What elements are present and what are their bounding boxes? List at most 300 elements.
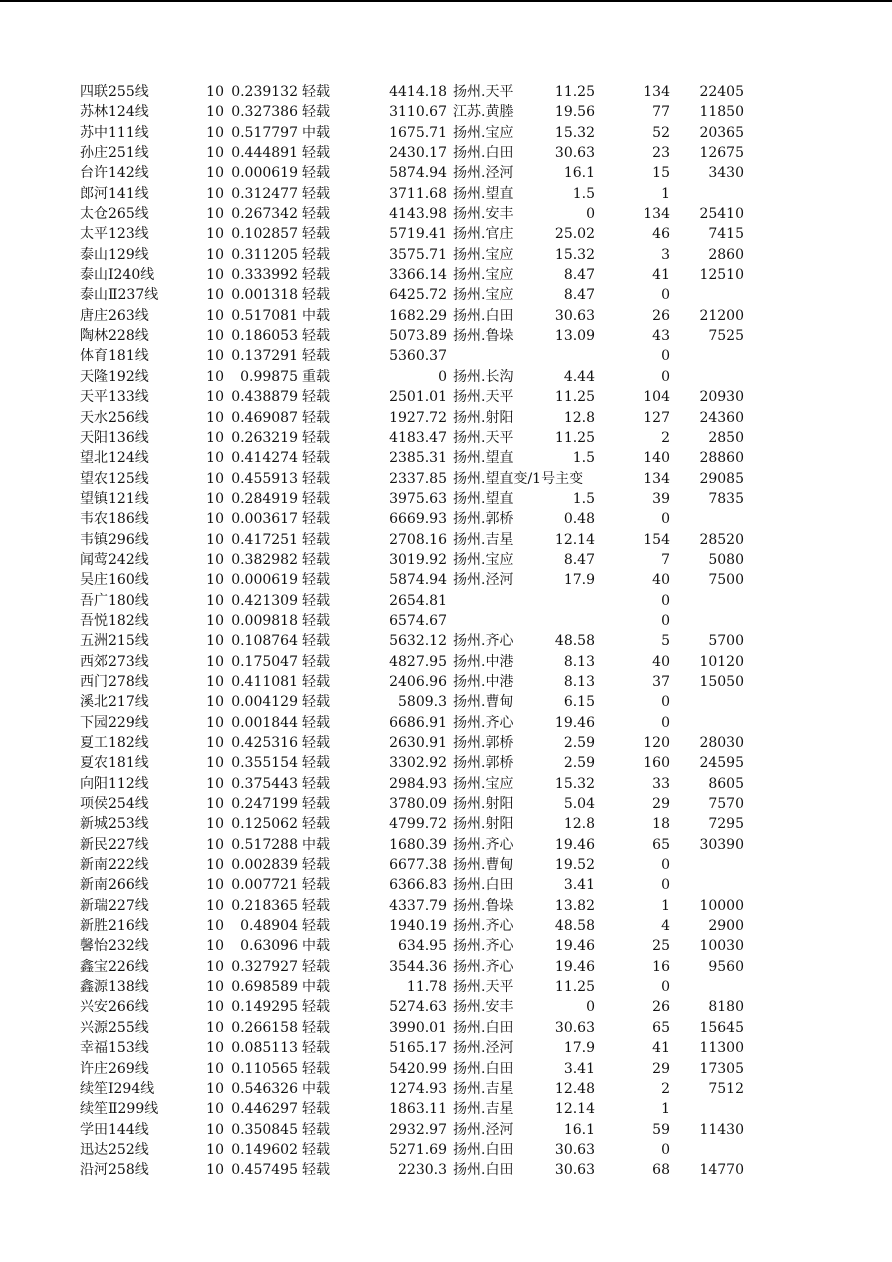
margin-cell: 6574.67 [389, 612, 447, 629]
voltage-cell: 10 [206, 1162, 224, 1179]
voltage-cell: 10 [206, 796, 224, 813]
load-ratio-cell: 0.312477 [231, 185, 298, 202]
table-row [0, 550, 892, 570]
load-status-cell: 轻载 [302, 84, 330, 100]
line-name-cell: 新胜216线 [80, 918, 149, 935]
load-status-cell: 轻载 [302, 755, 330, 772]
margin-cell: 3544.36 [389, 958, 447, 975]
voltage-cell: 10 [206, 1121, 224, 1138]
count-cell: 15 [652, 165, 670, 182]
load-status-cell: 轻载 [302, 511, 330, 528]
load-ratio-cell: 0.007721 [231, 877, 298, 894]
load-ratio-cell: 0.149295 [231, 999, 298, 1016]
load-ratio-cell: 0.517081 [231, 307, 298, 324]
table-row [0, 977, 892, 997]
distance-cell: 17.9 [563, 1040, 595, 1057]
line-name-cell: 兴安266线 [80, 999, 149, 1016]
substation-cell: 扬州.安丰 [453, 999, 514, 1016]
load-ratio-cell: 0.001318 [231, 287, 298, 304]
substation-cell: 扬州.望直 [453, 185, 514, 202]
substation-cell: 扬州.郭桥 [453, 755, 514, 772]
voltage-cell: 10 [206, 755, 224, 772]
table-row [0, 652, 892, 672]
load-ratio-cell: 0.175047 [231, 653, 298, 670]
count-cell: 2 [661, 1080, 670, 1097]
distance-cell: 19.52 [554, 857, 595, 874]
table-row [0, 102, 892, 122]
voltage-cell: 10 [206, 84, 224, 100]
count-cell: 26 [652, 999, 670, 1016]
capacity-cell: 11850 [699, 104, 744, 121]
count-cell: 0 [661, 1141, 670, 1158]
substation-cell: 扬州.郭桥 [453, 511, 514, 528]
margin-cell: 5420.99 [389, 1060, 447, 1077]
margin-cell: 3575.71 [389, 246, 447, 263]
count-cell: 0 [661, 694, 670, 711]
capacity-cell: 12675 [699, 145, 744, 162]
capacity-cell: 22405 [699, 84, 744, 100]
load-status-cell: 轻载 [302, 551, 330, 568]
distance-cell: 1.5 [572, 490, 595, 507]
line-name-cell: 天平133线 [80, 389, 149, 406]
count-cell: 40 [652, 572, 670, 589]
voltage-cell: 10 [206, 1080, 224, 1097]
line-name-cell: 孙庄251线 [80, 145, 149, 162]
margin-cell: 3019.92 [389, 551, 447, 568]
line-name-cell: 项侯254线 [80, 796, 149, 813]
substation-cell: 扬州.宝应 [453, 775, 514, 792]
margin-cell: 5874.94 [389, 572, 447, 589]
voltage-cell: 10 [206, 1101, 224, 1118]
load-status-cell: 轻载 [302, 246, 330, 263]
distance-cell: 2.59 [563, 755, 595, 772]
distance-cell: 11.25 [554, 389, 595, 406]
line-name-cell: 新民227线 [80, 836, 149, 853]
table-row [0, 997, 892, 1017]
table-row [0, 794, 892, 814]
capacity-cell: 10030 [699, 938, 744, 955]
line-name-cell: 陶林228线 [80, 328, 149, 345]
capacity-cell: 5080 [708, 551, 744, 568]
substation-cell: 扬州.天平 [453, 979, 514, 996]
distance-cell: 19.46 [554, 938, 595, 955]
substation-cell: 扬州.长沟 [453, 368, 514, 385]
load-status-cell: 轻载 [302, 612, 330, 629]
count-cell: 0 [661, 368, 670, 385]
margin-cell: 5165.17 [389, 1040, 447, 1057]
line-name-cell: 许庄269线 [80, 1060, 149, 1077]
table-row [0, 367, 892, 387]
voltage-cell: 10 [206, 511, 224, 528]
margin-cell: 6686.91 [389, 714, 447, 731]
margin-cell: 4337.79 [389, 897, 447, 914]
voltage-cell: 10 [206, 165, 224, 182]
distance-cell: 30.63 [554, 1141, 595, 1158]
load-ratio-cell: 0.421309 [231, 592, 298, 609]
margin-cell: 3990.01 [389, 1019, 447, 1036]
line-name-cell: 望北124线 [80, 450, 149, 467]
voltage-cell: 10 [206, 531, 224, 548]
count-cell: 2 [661, 429, 670, 446]
distance-cell: 8.47 [563, 287, 595, 304]
load-ratio-cell: 0.546326 [231, 1080, 298, 1097]
load-status-cell: 轻载 [302, 206, 330, 223]
capacity-cell: 24595 [699, 755, 744, 772]
line-name-cell: 续笙Ⅰ294线 [80, 1080, 155, 1097]
load-status-cell: 轻载 [302, 918, 330, 935]
margin-cell: 6677.38 [389, 857, 447, 874]
load-ratio-cell: 0.110565 [231, 1060, 298, 1077]
load-ratio-cell: 0.186053 [231, 328, 298, 345]
capacity-cell: 28860 [699, 450, 744, 467]
table-row [0, 570, 892, 590]
margin-cell: 5073.89 [389, 328, 447, 345]
line-name-cell: 苏中111线 [80, 124, 149, 141]
voltage-cell: 10 [206, 572, 224, 589]
voltage-cell: 10 [206, 124, 224, 141]
count-cell: 154 [643, 531, 670, 548]
table-row [0, 224, 892, 244]
count-cell: 26 [652, 307, 670, 324]
table-row [0, 428, 892, 448]
load-status-cell: 轻载 [302, 165, 330, 182]
substation-cell: 扬州.白田 [453, 1019, 514, 1036]
distance-cell: 13.09 [554, 328, 595, 345]
margin-cell: 4143.98 [389, 206, 447, 223]
table-row [0, 184, 892, 204]
count-cell: 52 [652, 124, 670, 141]
count-cell: 23 [652, 145, 670, 162]
capacity-cell: 12510 [699, 267, 744, 284]
voltage-cell: 10 [206, 267, 224, 284]
table-row [0, 1018, 892, 1038]
table-row [0, 204, 892, 224]
margin-cell: 2708.16 [389, 531, 447, 548]
substation-cell: 扬州.中港 [453, 673, 514, 690]
load-ratio-cell: 0.350845 [231, 1121, 298, 1138]
distance-cell: 0.48 [563, 511, 595, 528]
margin-cell: 4799.72 [389, 816, 447, 833]
substation-cell: 扬州.射阳 [453, 409, 514, 426]
load-status-cell: 轻载 [302, 450, 330, 467]
voltage-cell: 10 [206, 470, 224, 487]
load-ratio-cell: 0.375443 [231, 775, 298, 792]
count-cell: 1 [661, 185, 670, 202]
load-status-cell: 轻载 [302, 653, 330, 670]
count-cell: 0 [661, 979, 670, 996]
distance-cell: 25.02 [554, 226, 595, 243]
margin-cell: 1863.11 [389, 1101, 447, 1118]
count-cell: 41 [652, 267, 670, 284]
distance-cell: 16.1 [563, 165, 595, 182]
capacity-cell: 3430 [708, 165, 744, 182]
table-row [0, 713, 892, 733]
count-cell: 0 [661, 857, 670, 874]
voltage-cell: 10 [206, 714, 224, 731]
load-status-cell: 轻载 [302, 145, 330, 162]
load-ratio-cell: 0.009818 [231, 612, 298, 629]
line-name-cell: 续笙Ⅱ299线 [80, 1101, 159, 1118]
table-row [0, 245, 892, 265]
margin-cell: 4414.18 [389, 84, 447, 100]
load-ratio-cell: 0.425316 [231, 735, 298, 751]
load-ratio-cell: 0.311205 [231, 246, 298, 263]
substation-cell: 扬州.中港 [453, 653, 514, 670]
voltage-cell: 10 [206, 551, 224, 568]
line-name-cell: 泰山Ⅰ240线 [80, 267, 155, 284]
table-row [0, 835, 892, 855]
distance-cell: 17.9 [563, 572, 595, 589]
count-cell: 160 [643, 755, 670, 772]
load-status-cell: 中载 [302, 307, 330, 324]
count-cell: 134 [643, 206, 670, 223]
substation-cell: 扬州.泾河 [453, 1121, 514, 1138]
load-ratio-cell: 0.414274 [231, 450, 298, 467]
voltage-cell: 10 [206, 877, 224, 894]
table-row [0, 753, 892, 773]
line-name-cell: 溪北217线 [80, 694, 149, 711]
margin-cell: 3302.92 [389, 755, 447, 772]
line-name-cell: 下园229线 [80, 714, 149, 731]
line-name-cell: 夏农181线 [80, 755, 149, 772]
capacity-cell: 9560 [708, 958, 744, 975]
substation-cell: 扬州.宝应 [453, 124, 514, 141]
table-row [0, 448, 892, 468]
margin-cell: 11.78 [406, 979, 447, 996]
load-status-cell: 轻载 [302, 857, 330, 874]
margin-cell: 4183.47 [389, 429, 447, 446]
load-status-cell: 轻载 [302, 328, 330, 345]
capacity-cell: 7415 [708, 226, 744, 243]
load-status-cell: 中载 [302, 938, 330, 955]
margin-cell: 2385.31 [389, 450, 447, 467]
count-cell: 127 [643, 409, 670, 426]
line-name-cell: 新南222线 [80, 857, 149, 874]
table-row [0, 163, 892, 183]
table-row [0, 733, 892, 753]
table-row [0, 1099, 892, 1119]
capacity-cell: 2900 [708, 918, 744, 935]
line-name-cell: 泰山Ⅱ237线 [80, 287, 159, 304]
load-ratio-cell: 0.517288 [231, 836, 298, 853]
load-status-cell: 轻载 [302, 348, 330, 365]
load-status-cell: 轻载 [302, 877, 330, 894]
line-name-cell: 西郊273线 [80, 653, 149, 670]
margin-cell: 1675.71 [389, 124, 447, 141]
voltage-cell: 10 [206, 857, 224, 874]
distance-cell: 8.47 [563, 267, 595, 284]
count-cell: 0 [661, 612, 670, 629]
table-row [0, 265, 892, 285]
load-status-cell: 中载 [302, 124, 330, 141]
distance-cell: 11.25 [554, 979, 595, 996]
capacity-cell: 15050 [699, 673, 744, 690]
load-status-cell: 轻载 [302, 958, 330, 975]
load-status-cell: 轻载 [302, 470, 330, 487]
table-row [0, 1079, 892, 1099]
load-ratio-cell: 0.355154 [231, 755, 298, 772]
count-cell: 0 [661, 714, 670, 731]
capacity-cell: 7512 [708, 1080, 744, 1097]
margin-cell: 5274.63 [389, 999, 447, 1016]
distance-cell: 30.63 [554, 307, 595, 324]
substation-cell: 扬州.宝应 [453, 551, 514, 568]
distance-cell: 8.13 [563, 673, 595, 690]
count-cell: 0 [661, 592, 670, 609]
load-ratio-cell: 0.333992 [231, 267, 298, 284]
substation-cell: 扬州.天平 [453, 84, 514, 100]
load-status-cell: 轻载 [302, 1040, 330, 1057]
load-ratio-cell: 0.263219 [231, 429, 298, 446]
substation-cell: 扬州.白田 [453, 1141, 514, 1158]
line-name-cell: 新瑞227线 [80, 897, 149, 914]
substation-cell: 扬州.曹甸 [453, 857, 514, 874]
line-name-cell: 天水256线 [80, 409, 149, 426]
margin-cell: 1927.72 [389, 409, 447, 426]
load-status-cell: 轻载 [302, 694, 330, 711]
count-cell: 0 [661, 348, 670, 365]
distance-cell: 48.58 [554, 633, 595, 650]
load-status-cell: 轻载 [302, 714, 330, 731]
margin-cell: 5874.94 [389, 165, 447, 182]
line-name-cell: 太仓265线 [80, 206, 149, 223]
capacity-cell: 28520 [699, 531, 744, 548]
voltage-cell: 10 [206, 958, 224, 975]
table-row [0, 692, 892, 712]
capacity-cell: 14770 [699, 1162, 744, 1179]
load-status-cell: 轻载 [302, 592, 330, 609]
load-status-cell: 轻载 [302, 1141, 330, 1158]
substation-cell: 扬州.白田 [453, 1162, 514, 1179]
table-row [0, 936, 892, 956]
load-status-cell: 轻载 [302, 185, 330, 202]
count-cell: 0 [661, 511, 670, 528]
substation-cell: 扬州.白田 [453, 307, 514, 324]
substation-cell: 扬州.齐心 [453, 714, 514, 731]
load-ratio-cell: 0.247199 [231, 796, 298, 813]
count-cell: 68 [652, 1162, 670, 1179]
substation-cell: 扬州.郭桥 [453, 735, 514, 751]
load-ratio-cell: 0.000619 [231, 572, 298, 589]
margin-cell: 2430.17 [389, 145, 447, 162]
voltage-cell: 10 [206, 226, 224, 243]
capacity-cell: 29085 [699, 470, 744, 487]
load-status-cell: 轻载 [302, 796, 330, 813]
margin-cell: 1274.93 [389, 1080, 447, 1097]
load-status-cell: 轻载 [302, 633, 330, 650]
line-name-cell: 兴源255线 [80, 1019, 149, 1036]
substation-cell: 扬州.齐心 [453, 836, 514, 853]
load-ratio-cell: 0.417251 [231, 531, 298, 548]
margin-cell: 6366.83 [389, 877, 447, 894]
line-name-cell: 吴庄160线 [80, 572, 149, 589]
capacity-cell: 10000 [699, 897, 744, 914]
substation-cell: 扬州.射阳 [453, 816, 514, 833]
count-cell: 4 [661, 918, 670, 935]
count-cell: 0 [661, 287, 670, 304]
line-name-cell: 学田144线 [80, 1121, 149, 1138]
voltage-cell: 10 [206, 592, 224, 609]
voltage-cell: 10 [206, 1060, 224, 1077]
line-name-cell: 馨怡232线 [80, 938, 149, 955]
substation-cell: 扬州.宝应 [453, 287, 514, 304]
load-status-cell: 轻载 [302, 429, 330, 446]
margin-cell: 3975.63 [389, 490, 447, 507]
distance-cell: 30.63 [554, 1019, 595, 1036]
load-status-cell: 轻载 [302, 1101, 330, 1118]
count-cell: 120 [643, 735, 670, 751]
substation-cell: 扬州.射阳 [453, 796, 514, 813]
line-name-cell: 鑫宝226线 [80, 958, 149, 975]
load-ratio-cell: 0.327386 [231, 104, 298, 121]
load-ratio-cell: 0.002839 [231, 857, 298, 874]
margin-cell: 3110.67 [389, 104, 447, 121]
distance-cell: 19.46 [554, 714, 595, 731]
line-name-cell: 天阳136线 [80, 429, 149, 446]
margin-cell: 5360.37 [389, 348, 447, 365]
capacity-cell: 10120 [699, 653, 744, 670]
substation-cell: 扬州.望直 [453, 450, 514, 467]
table-row [0, 469, 892, 489]
line-name-cell: 四联255线 [80, 84, 149, 100]
voltage-cell: 10 [206, 409, 224, 426]
count-cell: 59 [652, 1121, 670, 1138]
substation-cell: 扬州.泾河 [453, 1040, 514, 1057]
margin-cell: 5271.69 [389, 1141, 447, 1158]
voltage-cell: 10 [206, 490, 224, 507]
capacity-cell: 2850 [708, 429, 744, 446]
table-row [0, 591, 892, 611]
line-name-cell: 体育181线 [80, 348, 149, 365]
margin-cell: 5719.41 [389, 226, 447, 243]
count-cell: 41 [652, 1040, 670, 1057]
table-row [0, 916, 892, 936]
voltage-cell: 10 [206, 918, 224, 935]
voltage-cell: 10 [206, 1040, 224, 1057]
substation-cell: 扬州.泾河 [453, 572, 514, 589]
load-ratio-cell: 0.99875 [240, 368, 298, 385]
table-row [0, 530, 892, 550]
table-row [0, 509, 892, 529]
table-row [0, 346, 892, 366]
load-ratio-cell: 0.455913 [231, 470, 298, 487]
margin-cell: 3711.68 [389, 185, 447, 202]
distance-cell: 19.56 [554, 104, 595, 121]
capacity-cell: 30390 [699, 836, 744, 853]
substation-cell: 扬州.鲁垛 [453, 897, 514, 914]
table-row [0, 387, 892, 407]
substation-cell: 扬州.官庄 [453, 226, 514, 243]
voltage-cell: 10 [206, 653, 224, 670]
load-status-cell: 重载 [302, 368, 330, 385]
substation-cell: 扬州.天平 [453, 429, 514, 446]
voltage-cell: 10 [206, 1019, 224, 1036]
voltage-cell: 10 [206, 246, 224, 263]
load-status-cell: 轻载 [302, 267, 330, 284]
line-name-cell: 吾悦182线 [80, 612, 149, 629]
capacity-cell: 8605 [708, 775, 744, 792]
table-row [0, 306, 892, 326]
line-name-cell: 新南266线 [80, 877, 149, 894]
margin-cell: 1940.19 [389, 918, 447, 935]
margin-cell: 2406.96 [389, 673, 447, 690]
load-ratio-cell: 0.267342 [231, 206, 298, 223]
table-row [0, 285, 892, 305]
load-status-cell: 轻载 [302, 1121, 330, 1138]
voltage-cell: 10 [206, 897, 224, 914]
table-row [0, 611, 892, 631]
load-status-cell: 轻载 [302, 226, 330, 243]
